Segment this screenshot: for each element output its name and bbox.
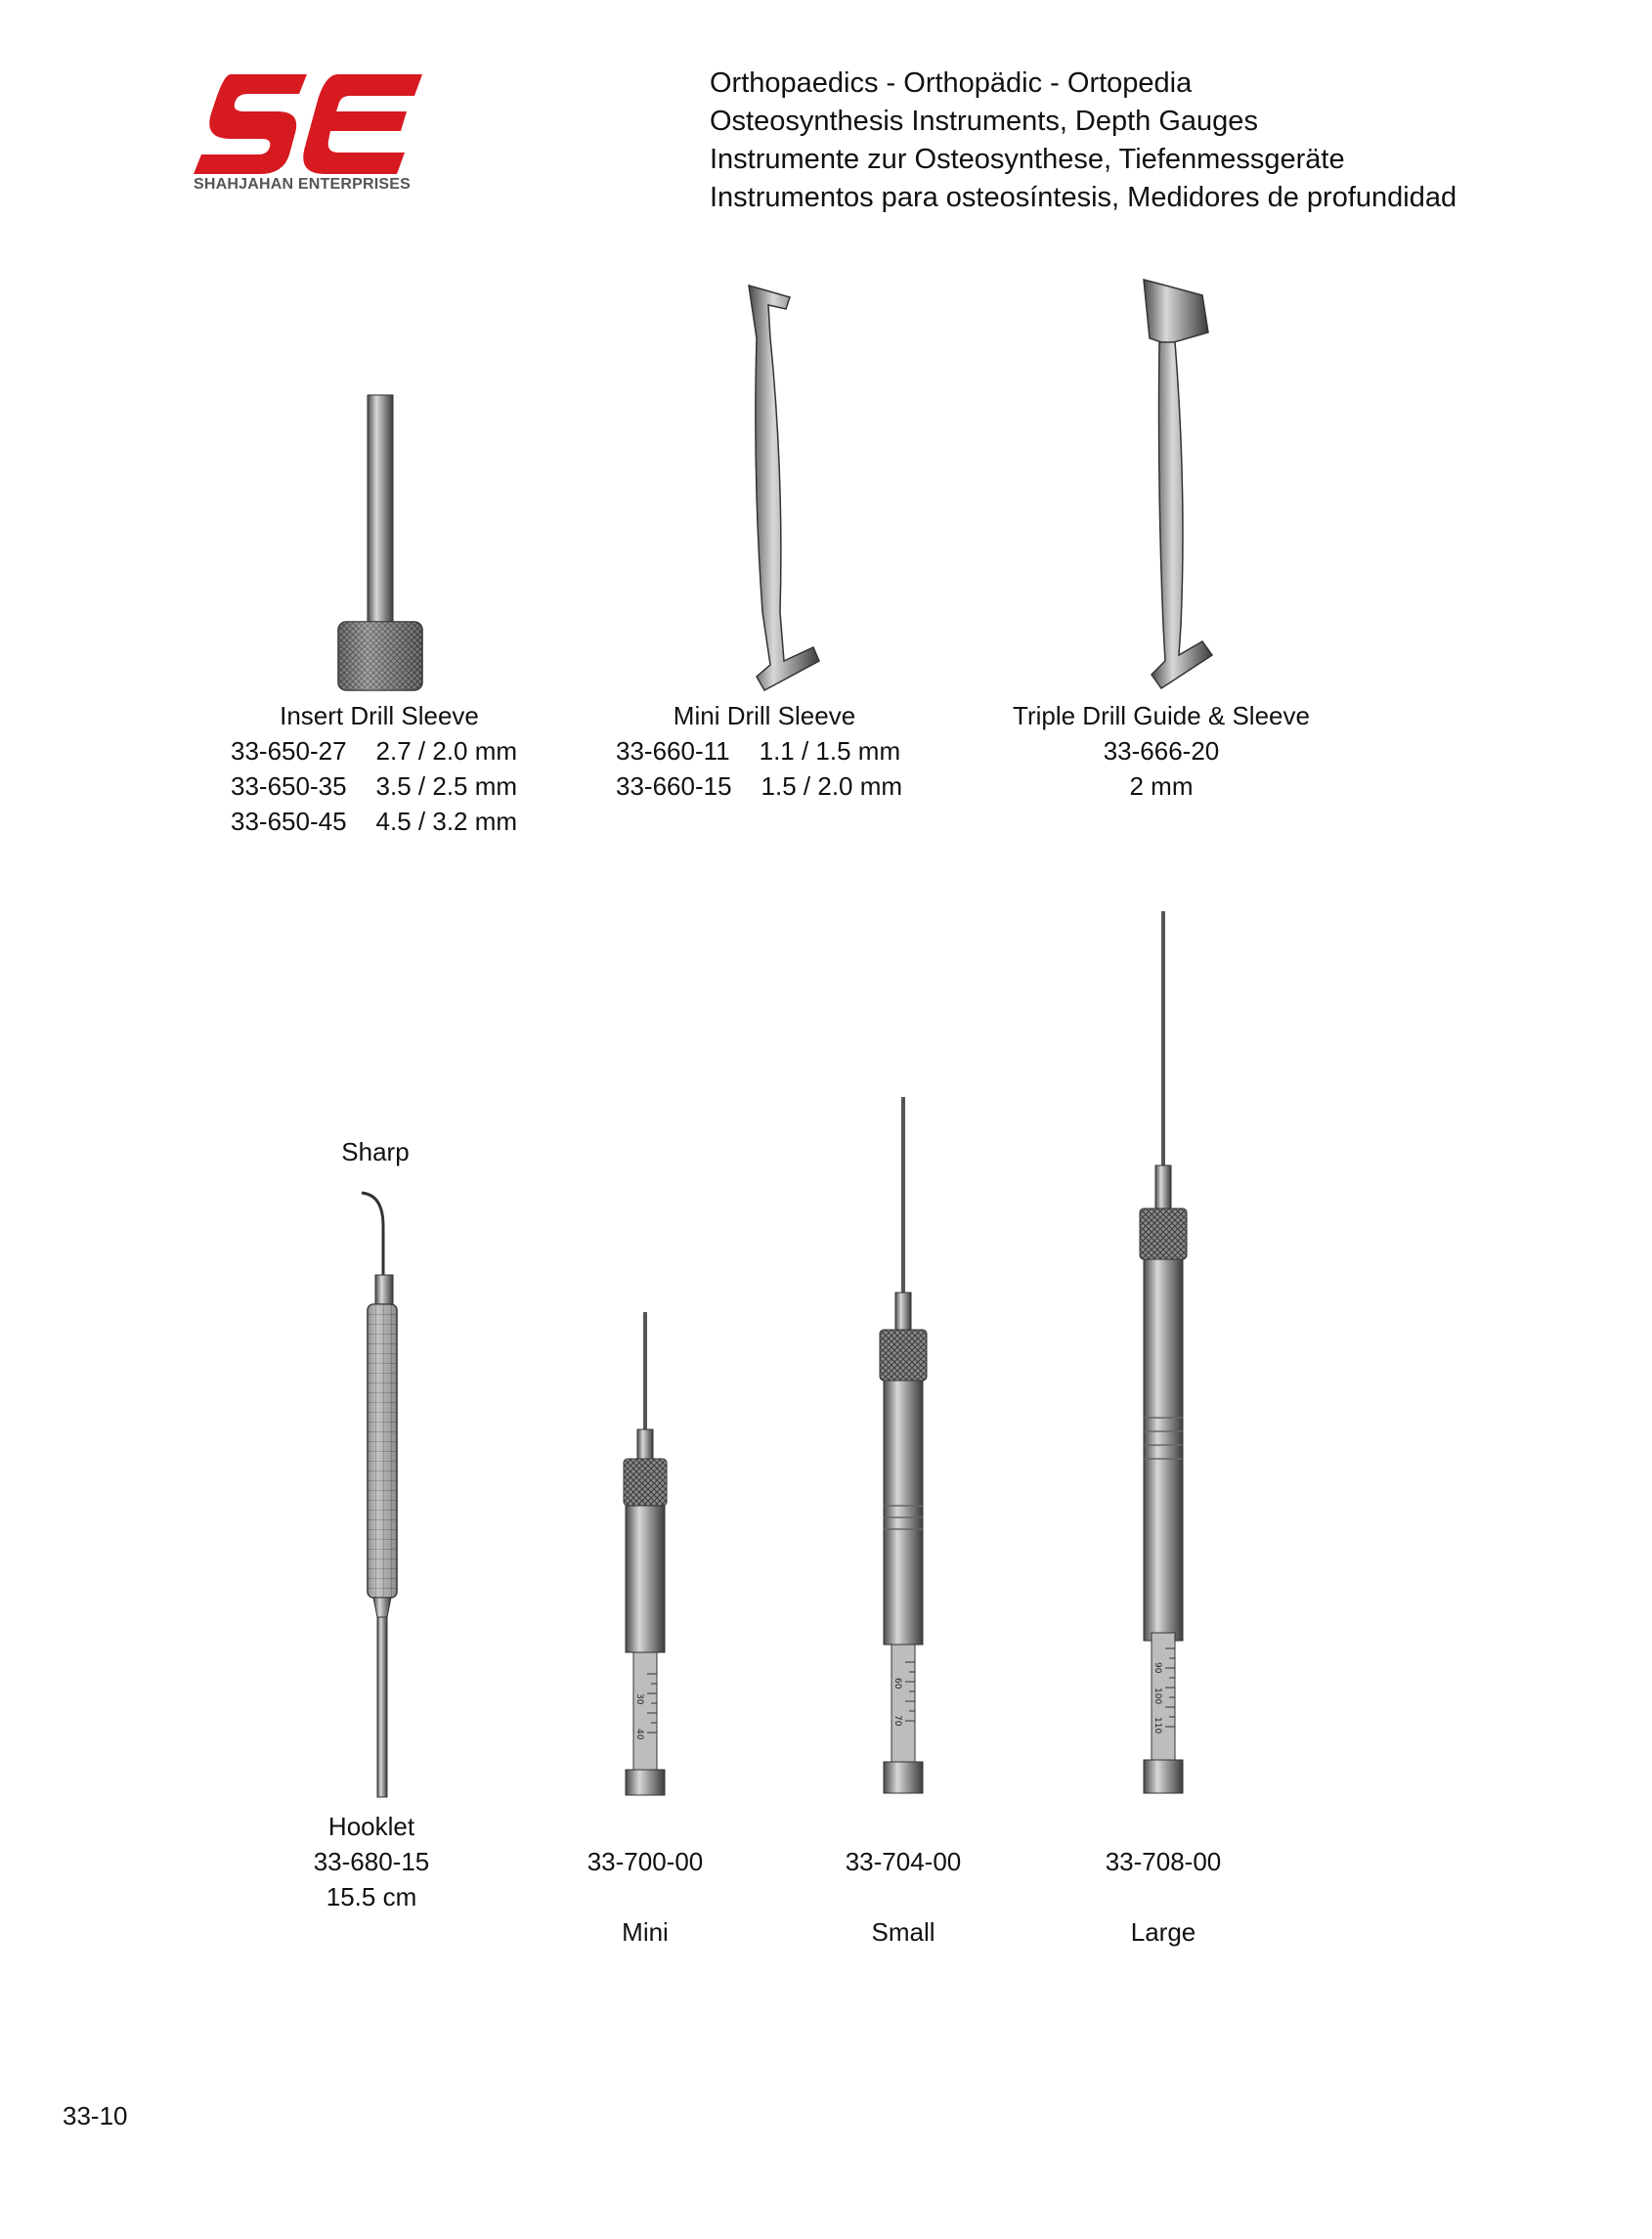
large-scale-label: 110 xyxy=(1152,1717,1162,1734)
mini-drill-sleeve-name: Mini Drill Sleeve xyxy=(673,701,856,730)
depth-gauge-small-image xyxy=(874,1095,933,1799)
page-header xyxy=(710,65,1456,217)
se-logo-icon xyxy=(192,72,426,176)
triple-drill-guide-name: Triple Drill Guide & Sleeve xyxy=(1013,701,1310,730)
variant-row xyxy=(616,733,902,768)
depth-gauge-large-image xyxy=(1134,909,1193,1799)
mini-drill-sleeve-image xyxy=(723,280,831,700)
hooklet-name: Hooklet xyxy=(327,1812,415,1841)
variant-row xyxy=(231,768,517,804)
triple-drill-guide-image xyxy=(1114,274,1232,698)
hooklet-size: 15.5 cm xyxy=(326,1882,417,1911)
page-number: 33-10 xyxy=(63,2101,128,2130)
small-scale-label: 60 xyxy=(892,1678,902,1690)
variant-code: 33-650-35 xyxy=(231,771,347,801)
depth-gauge-mini-image xyxy=(616,1310,674,1799)
header-line-3: Instrumente zur Osteosynthese, Tiefenmessgeräte xyxy=(710,144,1345,175)
header-line-2: Osteosynthesis Instruments, Depth Gauges xyxy=(710,106,1258,137)
variant-size: 3.5 / 2.5 mm xyxy=(375,771,518,801)
insert-drill-sleeve-name: Insert Drill Sleeve xyxy=(280,701,479,730)
mini-scale-label: 40 xyxy=(634,1729,644,1740)
variant-size: 1.1 / 1.5 mm xyxy=(759,736,901,766)
brand-logo xyxy=(192,72,436,199)
variant-code: 33-650-45 xyxy=(231,807,347,836)
depth-gauge-mini-variant: Mini xyxy=(622,1917,669,1947)
depth-gauge-small-code: 33-704-00 xyxy=(845,1847,962,1876)
brand-name: SHAHJAHAN ENTERPRISES xyxy=(194,176,412,193)
mini-scale-label: 30 xyxy=(634,1693,644,1705)
small-scale-label: 70 xyxy=(892,1715,902,1727)
hooklet-tip-label: Sharp xyxy=(341,1137,410,1166)
variant-code: 33-660-15 xyxy=(616,771,732,801)
depth-gauge-mini-code: 33-700-00 xyxy=(587,1847,704,1876)
insert-drill-sleeve-image xyxy=(332,391,430,694)
triple-drill-guide-code: 33-666-20 xyxy=(1103,736,1220,766)
large-scale-label: 100 xyxy=(1152,1688,1162,1705)
hooklet-code: 33-680-15 xyxy=(313,1847,430,1876)
mini-drill-sleeve-variants xyxy=(616,733,902,804)
large-scale-label: 90 xyxy=(1152,1662,1162,1674)
variant-row xyxy=(231,733,517,768)
variant-size: 2.7 / 2.0 mm xyxy=(375,736,518,766)
variant-row xyxy=(231,804,517,839)
variant-code: 33-650-27 xyxy=(231,736,347,766)
variant-code: 33-660-11 xyxy=(616,736,730,766)
variant-row xyxy=(616,768,902,804)
header-line-4: Instrumentos para osteosíntesis, Medidores de profundidad xyxy=(710,182,1457,213)
depth-gauge-small-variant: Small xyxy=(871,1917,935,1947)
depth-gauge-large-variant: Large xyxy=(1130,1917,1196,1947)
depth-gauge-large-code: 33-708-00 xyxy=(1105,1847,1222,1876)
hooklet-image xyxy=(352,1187,411,1803)
header-line-1: Orthopaedics - Orthopädic - Ortopedia xyxy=(710,67,1193,99)
insert-drill-sleeve-variants xyxy=(231,733,517,839)
triple-drill-guide-size: 2 mm xyxy=(1129,771,1194,801)
variant-size: 4.5 / 3.2 mm xyxy=(375,807,518,836)
variant-size: 1.5 / 2.0 mm xyxy=(761,771,903,801)
